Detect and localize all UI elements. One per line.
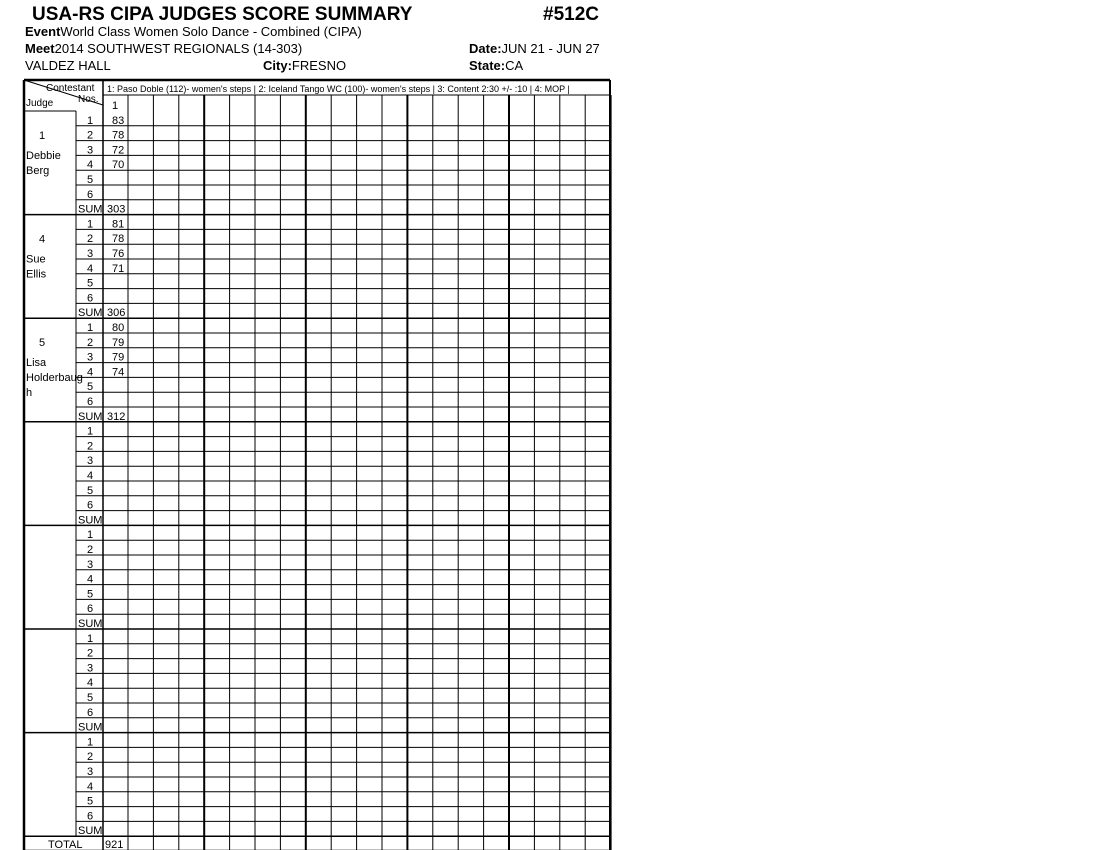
row-number: 5: [86, 692, 94, 704]
row-number: 6: [86, 603, 94, 616]
city-value: FRESNO: [291, 58, 347, 73]
date-value: JUN 21 - JUN 27: [501, 41, 600, 56]
row-number: 5: [86, 484, 94, 497]
judge-name-line: Berg: [26, 165, 50, 177]
page-title: USA-RS CIPA JUDGES SCORE SUMMARY: [32, 4, 413, 25]
state-label: State: [469, 58, 501, 73]
event-value: World Class Women Solo Dance - Combined (CIPA): [60, 24, 362, 39]
score-value: 72: [112, 144, 125, 157]
sum-label: SUM: [78, 410, 103, 423]
row-number: 4: [86, 677, 94, 690]
date-label: Date: [469, 41, 498, 56]
row-number: 1: [86, 529, 94, 542]
city-label: City: [263, 58, 288, 73]
score-value: 81: [112, 218, 125, 231]
row-number: 5: [86, 277, 94, 290]
row-number: 1: [86, 322, 94, 334]
row-number: 6: [86, 810, 94, 823]
form-number: #512C: [543, 4, 599, 25]
judge-sum-value: 312: [107, 410, 126, 423]
judge-name-line: Debbie: [26, 150, 61, 162]
sum-label: SUM: [78, 203, 103, 216]
segments-header: 1: Paso Doble (112)- women's steps | 2: Iceland Tango WC (100)- women's steps | 3: Content 2:30 +/- :10 | 4: MOP |: [107, 84, 570, 94]
row-number: 4: [86, 470, 94, 482]
row-number: 3: [86, 766, 94, 778]
row-number: 2: [86, 440, 94, 453]
row-number: 4: [86, 262, 94, 275]
score-value: 71: [112, 262, 125, 275]
judge-sum-value: 306: [107, 307, 126, 320]
judge-number: 1: [38, 130, 46, 142]
meet-value: 2014 SOUTHWEST REGIONALS (14-303): [54, 41, 303, 56]
judge-name-line: Holderbaug: [26, 372, 83, 385]
row-number: 1: [86, 736, 94, 749]
row-number: 3: [86, 662, 94, 675]
state-value: CA: [505, 58, 524, 73]
score-value: 78: [112, 129, 125, 142]
score-value: 70: [112, 159, 125, 172]
row-number: 6: [86, 188, 94, 201]
sum-label: SUM: [78, 307, 103, 320]
score-value: 76: [112, 248, 125, 260]
row-number: 2: [86, 647, 94, 660]
corner-contestant-label: Contestant: [46, 83, 95, 94]
row-number: 1: [86, 632, 94, 645]
meet-label: Meet: [25, 41, 55, 56]
row-number: 1: [86, 218, 94, 231]
row-number: 1: [86, 114, 94, 127]
corner-nos-label: Nos.: [78, 94, 99, 105]
sum-label: SUM: [78, 618, 103, 630]
date-line: Date:JUN 21 - JUN 27: [469, 41, 600, 56]
event-label: Event: [25, 24, 61, 39]
row-number: 2: [86, 544, 94, 556]
sum-label: SUM: [78, 825, 103, 838]
score-value: 79: [112, 351, 125, 364]
row-number: 3: [86, 248, 94, 260]
row-number: 5: [86, 174, 94, 186]
judge-number: 5: [38, 337, 46, 350]
judge-name-line: Ellis: [26, 268, 47, 281]
judge-name-line: Lisa: [26, 357, 47, 370]
row-number: 3: [86, 144, 94, 157]
row-number: 5: [86, 588, 94, 601]
row-number: 4: [86, 573, 94, 586]
row-number: 5: [86, 381, 94, 394]
venue: VALDEZ HALL: [25, 58, 111, 73]
judge-sum-value: 303: [107, 203, 126, 216]
city-line: City:FRESNO: [263, 58, 347, 73]
score-value: 83: [112, 114, 125, 127]
row-number: 6: [86, 706, 94, 719]
corner-judge-label: Judge: [26, 98, 54, 109]
judge-name-line: h: [26, 387, 33, 400]
sum-label: SUM: [78, 721, 103, 734]
row-number: 2: [86, 751, 94, 764]
sum-label: SUM: [78, 514, 103, 527]
score-value: 80: [112, 322, 125, 334]
row-number: 4: [86, 780, 94, 793]
row-number: 6: [86, 499, 94, 512]
state-line: State:CA: [469, 58, 524, 73]
row-number: 4: [86, 366, 94, 379]
row-number: 3: [86, 351, 94, 364]
score-value: 79: [112, 336, 125, 349]
row-number: 6: [86, 292, 94, 305]
row-number: 6: [86, 396, 94, 408]
row-number: 2: [86, 233, 94, 246]
row-number: 4: [86, 159, 94, 172]
row-number: 5: [86, 795, 94, 808]
contestant-number: 1: [111, 100, 119, 112]
row-number: 2: [86, 336, 94, 349]
row-number: 3: [86, 558, 94, 571]
judge-name-line: Sue: [26, 253, 46, 266]
score-value: 78: [112, 233, 125, 246]
total-value: 921: [105, 839, 124, 850]
row-number: 3: [86, 455, 94, 468]
judge-number: 4: [38, 233, 46, 246]
score-value: 74: [112, 366, 125, 379]
total-label: TOTAL: [48, 839, 83, 850]
row-number: 2: [86, 129, 94, 142]
row-number: 1: [86, 425, 94, 438]
